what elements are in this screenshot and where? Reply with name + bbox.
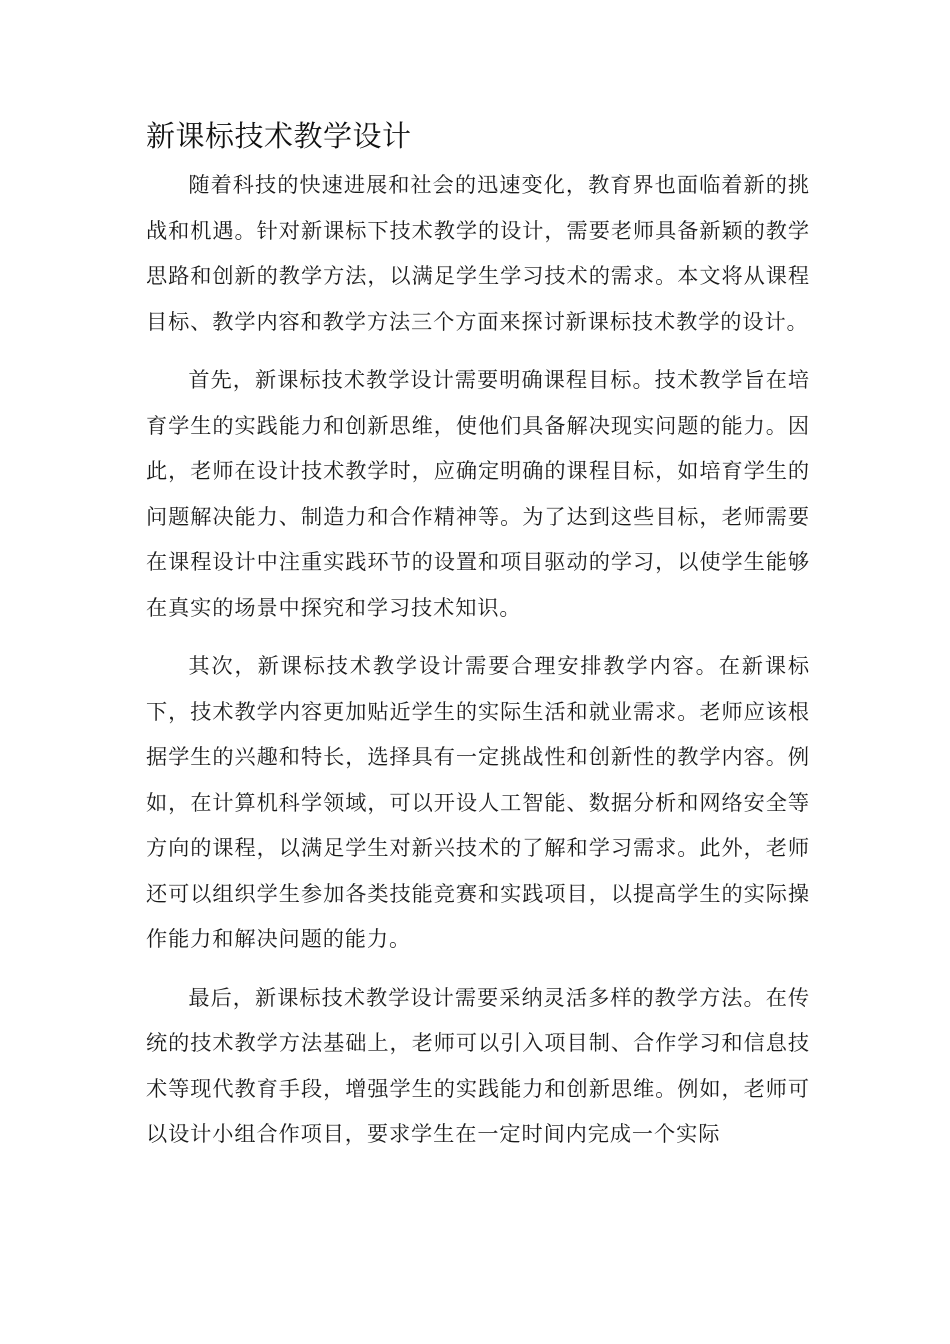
document-body — [146, 162, 810, 1170]
document-title: 新课标技术教学设计 — [146, 119, 412, 153]
paragraph-teaching-methods: 最后，新课标技术教学设计需要采纳灵活多样的教学方法。在传统的技术教学方法基础上，老师可以引入项目制、合作学习和信息技术等现代教育手段，增强学生的实践能力和创新思维。例如，老师可以设计小组合作项目，要求学生在一定时间内完成一个实际 — [146, 984, 810, 1146]
paragraph-intro: 随着科技的快速进展和社会的迅速变化，教育界也面临着新的挑战和机遇。针对新课标下技术教学的设计，需要老师具备新颖的教学思路和创新的教学方法，以满足学生学习技术的需求。本文将从课程目标、教学内容和教学方法三个方面来探讨新课标技术教学的设计。 — [146, 172, 810, 334]
paragraph-teaching-content: 其次，新课标技术教学设计需要合理安排教学内容。在新课标下，技术教学内容更加贴近学生的实际生活和就业需求。老师应该根据学生的兴趣和特长，选择具有一定挑战性和创新性的教学内容。例如，在计算机科学领域，可以开设人工智能、数据分析和网络安全等方向的课程，以满足学生对新兴技术的了解和学习需求。此外，老师还可以组织学生参加各类技能竞赛和实践项目，以提高学生的实际操作能力和解决问题的能力。 — [146, 653, 810, 951]
paragraph-course-goals: 首先，新课标技术教学设计需要明确课程目标。技术教学旨在培育学生的实践能力和创新思维，使他们具备解决现实问题的能力。因此，老师在设计技术教学时，应确定明确的课程目标，如培育学生的问题解决能力、制造力和合作精神等。为了达到这些目标，老师需要在课程设计中注重实践环节的设置和项目驱动的学习，以使学生能够在真实的场景中探究和学习技术知识。 — [146, 367, 810, 620]
